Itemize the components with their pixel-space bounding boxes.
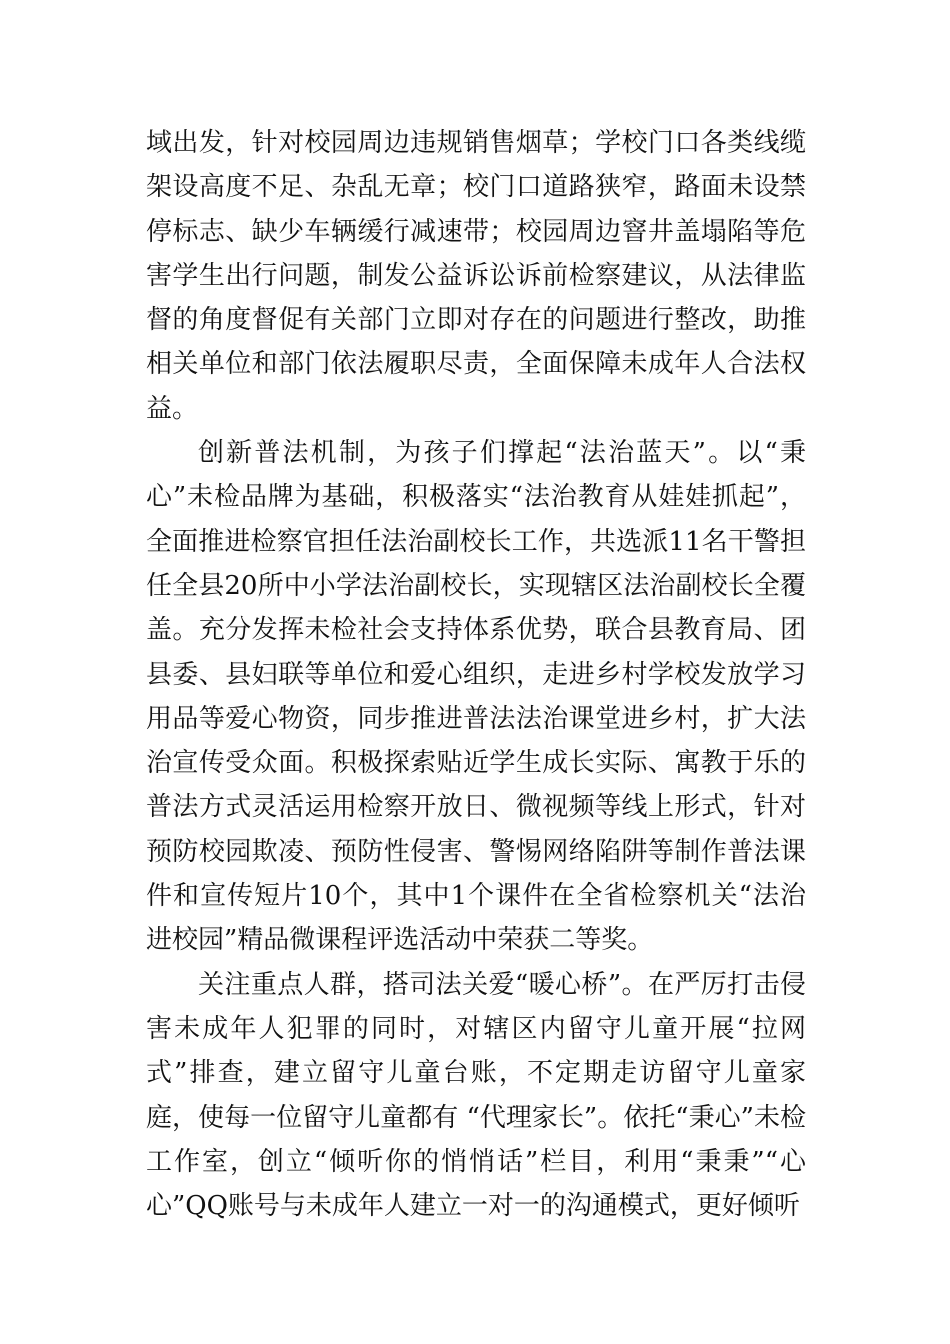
- paragraph-legal-education: 创新普法机制，为孩子们撑起“法治蓝天”。以“秉心”未检品牌为基础，积极落实“法治教育从娃娃抓起”，全面推进检察官担任法治副校长工作，共选派11名干警担任全县20所中小学法治副校长，实现辖区法治副校长全覆盖。充分发挥未检社会支持体系优势，联合县教育局、团县委、县妇联等单位和爱心组织，走进乡村学校发放学习用品等爱心物资，同步推进普法法治课堂进乡村，扩大法治宣传受众面。积极探索贴近学生成长实际、寓教于乐的普法方式灵活运用检察开放日、微视频等线上形式，针对预防校园欺凌、预防性侵害、警惕网络陷阱等制作普法课件和宣传短片10个，其中1个课件在全省检察机关“法治进校园”精品微课程评选活动中荣获二等奖。: [146, 438, 806, 956]
- paragraph-continuation: 域出发，针对校园周边违规销售烟草；学校门口各类线缆架设高度不足、杂乱无章；校门口道路狭窄，路面未设禁停标志、缺少车辆缓行减速带；校园周边窨井盖塌陷等危害学生出行问题，制发公益诉讼诉前检察建议，从法律监督的角度督促有关部门立即对存在的问题进行整改，助推相关单位和部门依法履职尽责，全面保障未成年人合法权益。: [146, 128, 806, 424]
- paragraph-left-behind-children: 关注重点人群，搭司法关爱“暖心桥”。在严厉打击侵害未成年人犯罪的同时，对辖区内留守儿童开展“拉网式”排查，建立留守儿童台账，不定期走访留守儿童家庭，使每一位留守儿童都有 “代理家长”。依托“秉心”未检工作室，创立“倾听你的悄悄话”栏目，利用“秉秉”“心心”QQ账号与未成年人建立一对一的沟通模式，更好倾听: [146, 969, 806, 1222]
- document-body: [146, 121, 806, 1228]
